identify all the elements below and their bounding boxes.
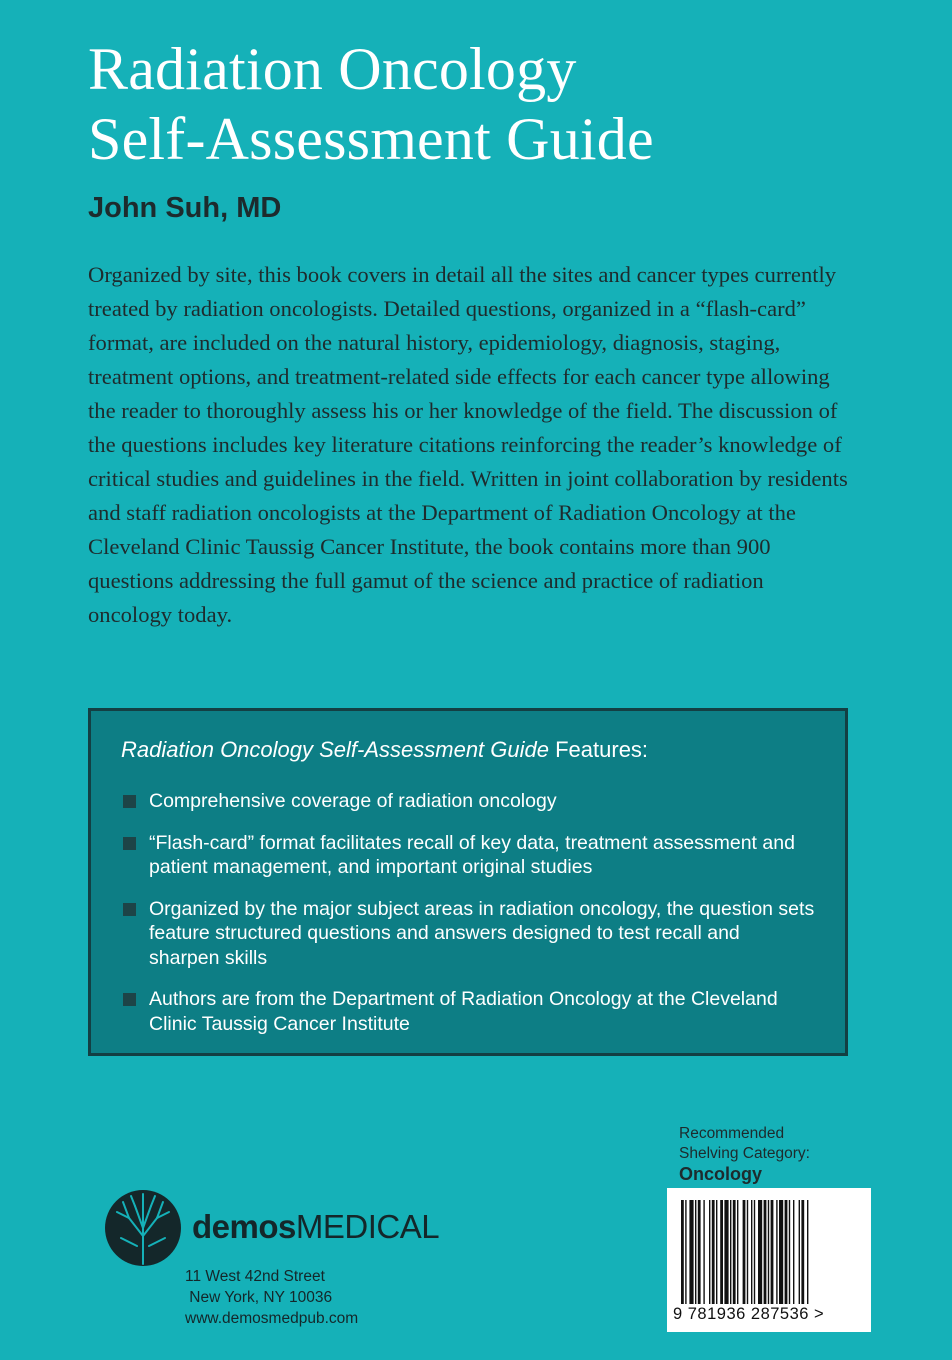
barcode-bar [720, 1200, 723, 1304]
barcode-bar [793, 1200, 794, 1304]
barcode-bar [764, 1200, 767, 1304]
barcode-bar [789, 1200, 790, 1304]
shelving-category-value: Oncology [679, 1164, 763, 1184]
barcode-bar [716, 1200, 717, 1304]
square-bullet-icon [123, 993, 136, 1006]
barcode-bar [698, 1200, 701, 1304]
shelving-line-1: Recommended [679, 1125, 785, 1142]
book-title [88, 34, 908, 174]
address-city: New York, NY 10036 [185, 1289, 333, 1306]
feature-item [121, 897, 815, 971]
isbn-barcode [667, 1188, 871, 1332]
shelving-category [679, 1124, 810, 1184]
barcode-bar [747, 1200, 748, 1304]
barcode-bar [712, 1200, 715, 1304]
barcode-bars-icon [681, 1200, 857, 1304]
barcode-bar [743, 1200, 746, 1304]
barcode-bar [730, 1200, 731, 1304]
features-box [88, 708, 848, 1056]
feature-text: “Flash-card” format facilitates recall of key data, treatment assessment and patient management, and important original studies [149, 831, 795, 878]
barcode-bar [754, 1200, 755, 1304]
shelving-line-2: Shelving Category: [679, 1145, 810, 1162]
barcode-bar [685, 1200, 686, 1304]
author-name: John Suh, MD [88, 192, 282, 224]
square-bullet-icon [123, 837, 136, 850]
publisher-address [185, 1266, 358, 1329]
title-line-2: Self-Assessment Guide [88, 106, 654, 172]
barcode-bar [776, 1200, 777, 1304]
feature-item [121, 987, 815, 1036]
barcode-bar [681, 1200, 684, 1304]
feature-text: Organized by the major subject areas in radiation oncology, the question sets feature structured questions and answers designed to test recall and sharpen skills [149, 897, 815, 969]
brand-demos: demos [192, 1208, 296, 1245]
feature-text: Authors are from the Department of Radiation Oncology at the Cleveland Clinic Taussig Cancer Institute [149, 988, 778, 1035]
barcode-bar [768, 1200, 769, 1304]
barcode-bar [733, 1200, 736, 1304]
tree-logo-icon [103, 1188, 183, 1268]
features-heading-suffix: Features: [549, 737, 649, 762]
features-heading-title: Radiation Oncology Self-Assessment Guide [121, 737, 549, 762]
barcode-bar [779, 1200, 783, 1304]
barcode-bar [758, 1200, 762, 1304]
barcode-bar [785, 1200, 788, 1304]
barcode-bar [771, 1200, 774, 1304]
barcode-bar [689, 1200, 693, 1304]
brand-medical: MEDICAL [295, 1208, 440, 1245]
feature-list [121, 789, 815, 1036]
features-heading [121, 737, 815, 763]
barcode-bar [703, 1200, 704, 1304]
feature-text: Comprehensive coverage of radiation oncology [149, 790, 557, 812]
feature-item [121, 789, 815, 814]
publisher-brand [192, 1208, 439, 1246]
address-street: 11 West 42nd Street [185, 1268, 325, 1285]
barcode-bar [807, 1200, 808, 1304]
barcode-bar [724, 1200, 728, 1304]
barcode-bar [751, 1200, 752, 1304]
publisher-website: www.demosmedpub.com [185, 1310, 359, 1327]
barcode-bar [801, 1200, 804, 1304]
square-bullet-icon [123, 795, 136, 808]
title-line-1: Radiation Oncology [88, 36, 577, 102]
barcode-bar [709, 1200, 710, 1304]
book-description: Organized by site, this book covers in detail all the sites and cancer types currently treated by radiation oncologists. Detailed questions, organized in a “flash-card” format, are included on the natural history, epidemiology, diagnosis, staging, treatment options, and treatment-related side effects for each cancer type allowing the reader to thoroughly assess his or her knowledge of the field. The discussion of the questions includes key literature citations reinforcing the reader’s knowledge of critical studies and guidelines in the field. Written in joint collaboration by residents and staff radiation oncologists at the Department of Radiation Oncology at the Cleveland Clinic Taussig Cancer Institute, the book contains more than 900 questions addressing the full gamut of the science and practice of radiation oncology today. [88, 262, 848, 627]
barcode-bar [799, 1200, 800, 1304]
barcode-bar [737, 1200, 738, 1304]
square-bullet-icon [123, 903, 136, 916]
feature-item [121, 831, 815, 880]
barcode-bar [695, 1200, 696, 1304]
isbn-number: 9 781936 287536 > [673, 1305, 825, 1323]
